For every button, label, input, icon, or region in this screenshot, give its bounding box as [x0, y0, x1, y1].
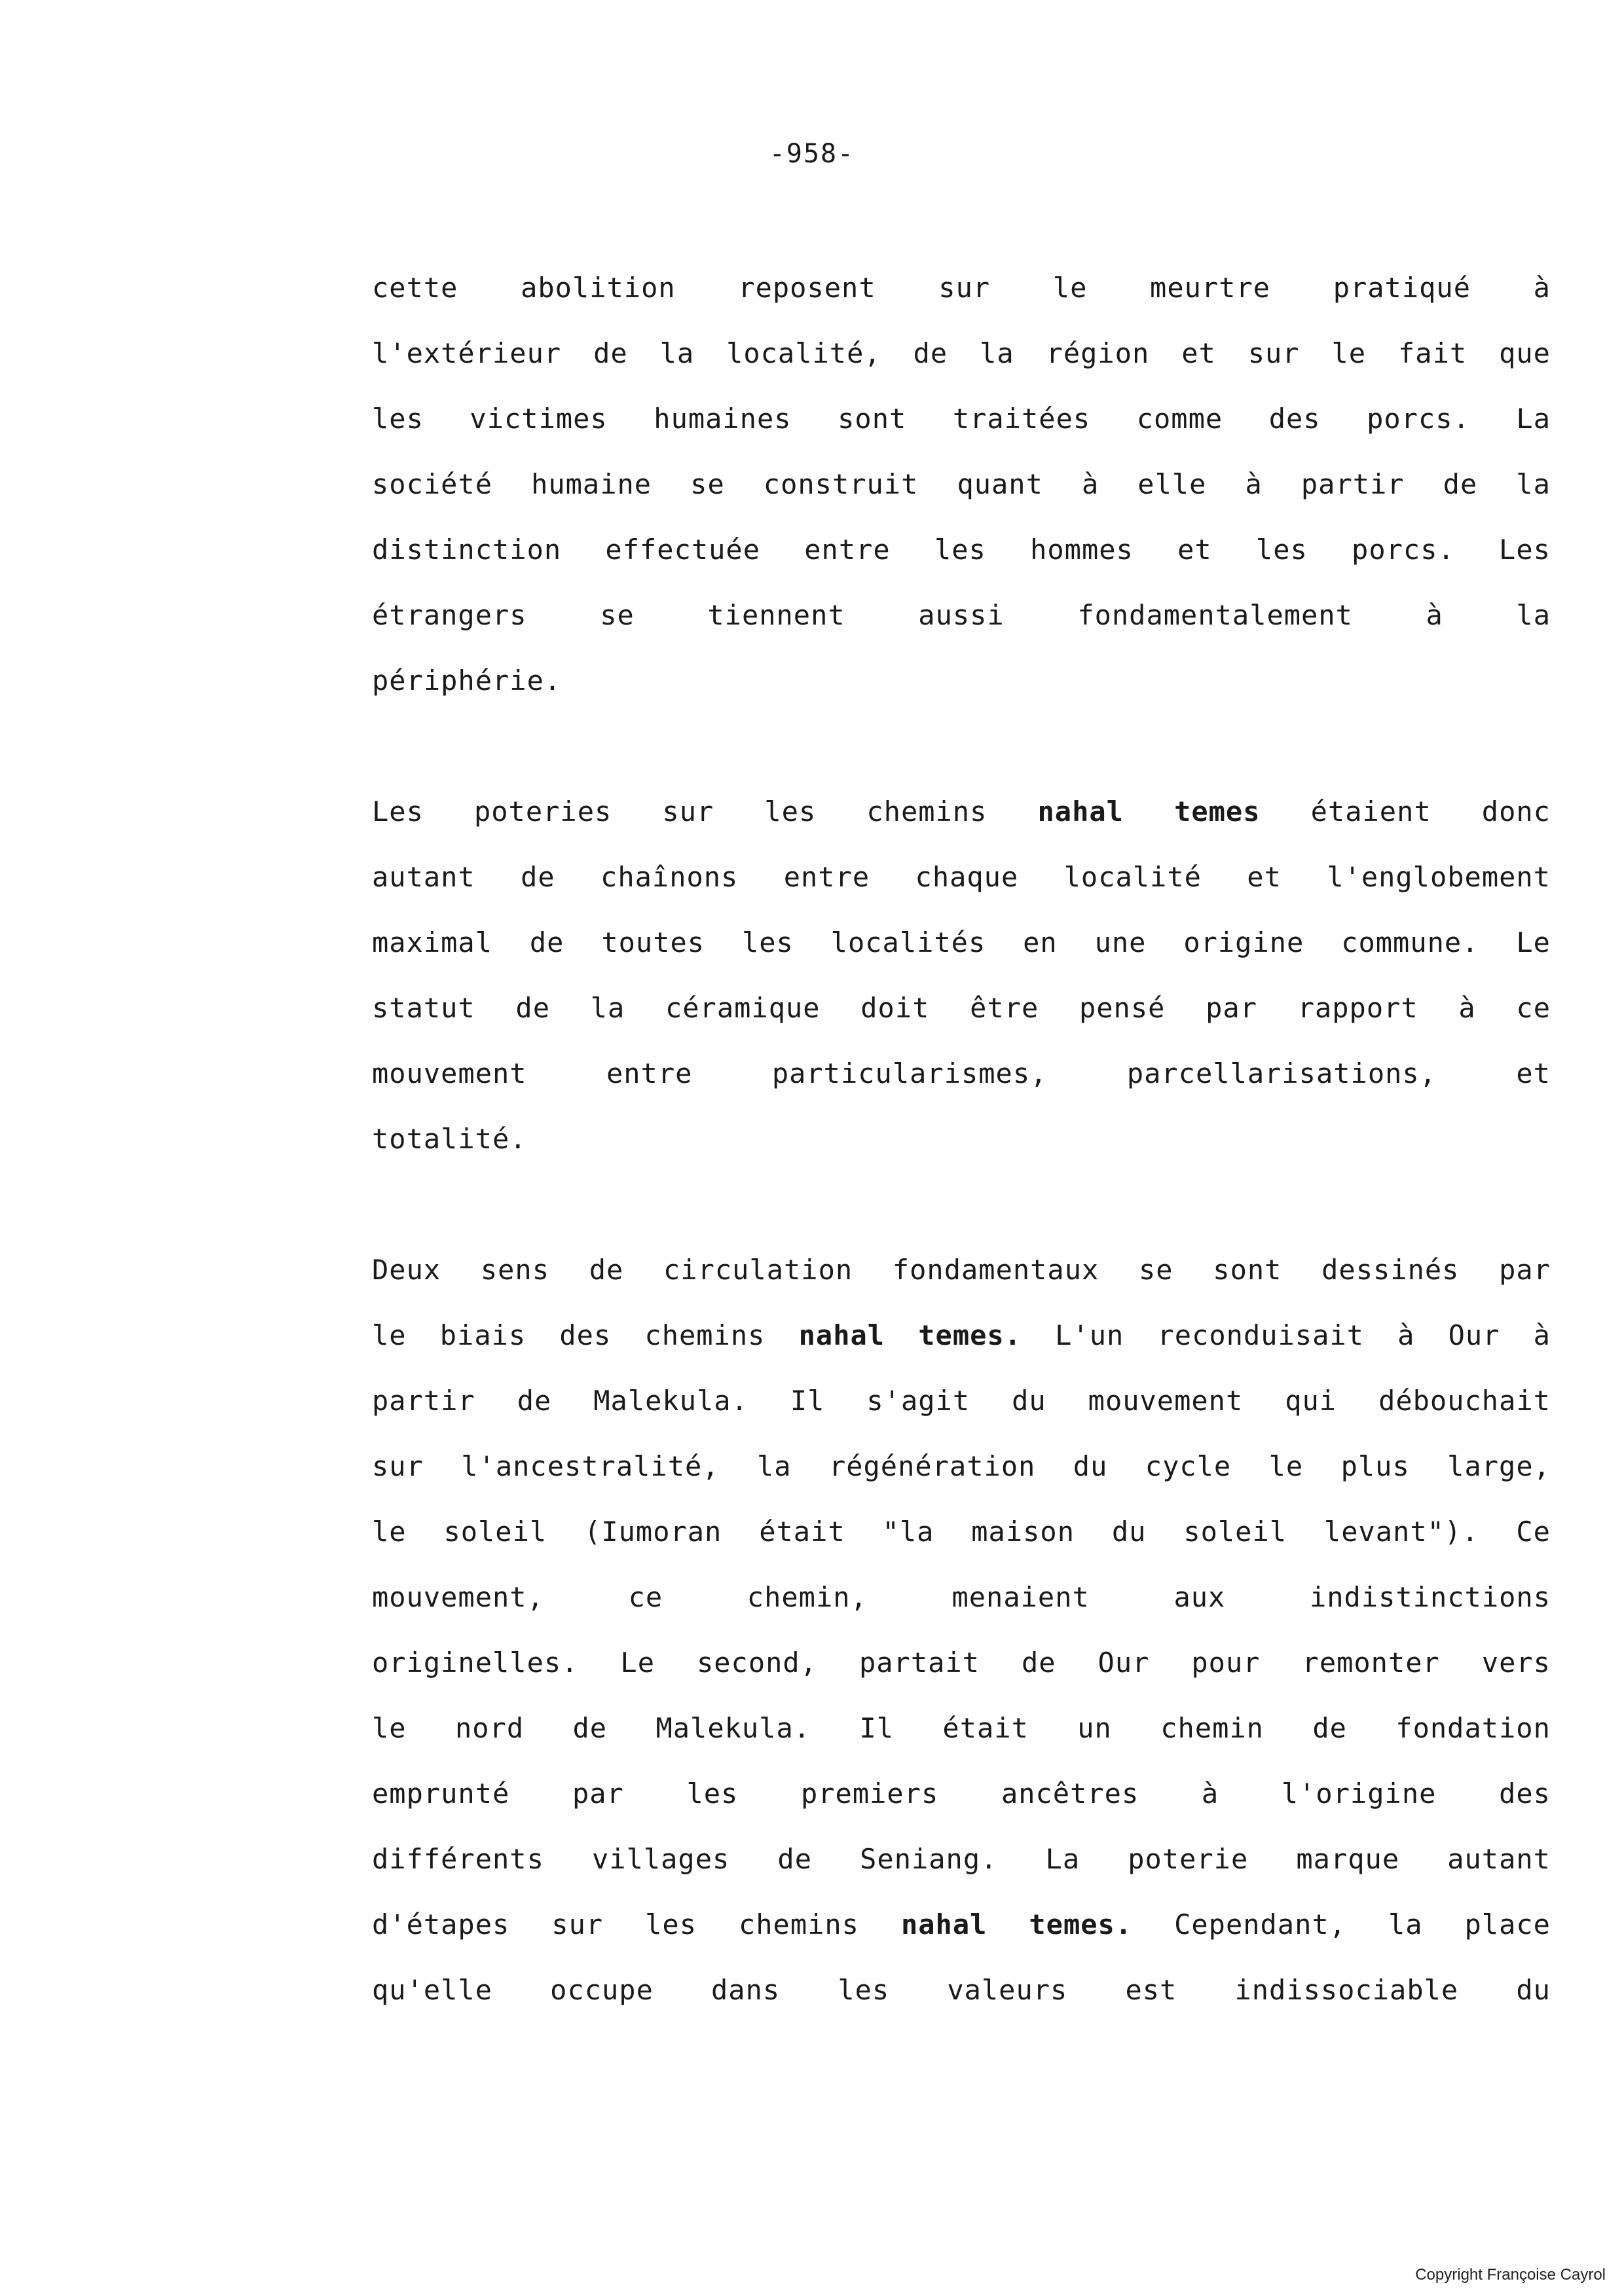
word: victimes [470, 403, 608, 435]
text-line [372, 1565, 1551, 1630]
word: que [1499, 337, 1551, 369]
word: doit [860, 992, 930, 1024]
word: fondamentalement [1077, 599, 1353, 631]
word: à [1458, 992, 1476, 1024]
word: Seniang. [860, 1843, 998, 1875]
word: emprunté [372, 1777, 510, 1810]
word: partir [1301, 468, 1405, 500]
word: mouvement, [372, 1581, 544, 1613]
word: à [1245, 468, 1263, 500]
word: humaine [531, 468, 652, 500]
bold-term: temes. [918, 1319, 1022, 1351]
paragraph-1 [372, 255, 1551, 714]
bold-term: nahal [900, 1908, 987, 1941]
word: toutes [601, 926, 705, 958]
word: fondation [1395, 1712, 1551, 1744]
word: de [1312, 1712, 1347, 1744]
word: chaque [915, 861, 1019, 893]
word: étrangers [372, 599, 527, 631]
word: reconduisait [1157, 1319, 1364, 1351]
word: indissociable [1234, 1974, 1459, 2006]
word: particularismes, [771, 1057, 1048, 1089]
text-line [372, 975, 1551, 1041]
word: large, [1447, 1450, 1551, 1482]
word: sur [551, 1908, 604, 1941]
word: de [529, 926, 564, 958]
word: indistinctions [1309, 1581, 1551, 1613]
word: la [756, 1450, 792, 1482]
word: L'un [1055, 1319, 1124, 1351]
word: abolition [521, 272, 676, 304]
word: pour [1191, 1647, 1261, 1679]
word: Les [1499, 534, 1551, 566]
word: à [1533, 1319, 1551, 1351]
word: la [1516, 468, 1551, 500]
word: l'origine [1281, 1777, 1437, 1810]
word: le [1052, 272, 1088, 304]
text-line [372, 1237, 1551, 1303]
word: ce [628, 1581, 663, 1613]
word: mouvement [1088, 1385, 1244, 1417]
word: commune. [1341, 926, 1479, 958]
text-line [372, 648, 1551, 714]
word: la [980, 337, 1014, 369]
word: fait [1398, 337, 1467, 369]
word: localité, [726, 337, 881, 369]
word: plus [1340, 1450, 1410, 1482]
word: le [372, 1319, 407, 1351]
word: qu'elle [372, 1974, 493, 2006]
word: vers [1481, 1647, 1551, 1679]
word: de [1443, 468, 1478, 500]
word: sont [1213, 1254, 1282, 1286]
word: Malekula. [593, 1385, 748, 1417]
word: poterie [1128, 1843, 1249, 1875]
word: sur [662, 795, 714, 828]
word: marque [1296, 1843, 1400, 1875]
word: La [1045, 1843, 1080, 1875]
word: à [1533, 272, 1551, 304]
word: sens [480, 1254, 550, 1286]
word: les [686, 1777, 739, 1810]
word: et [1177, 534, 1212, 566]
word: Les [372, 795, 424, 828]
word: l'extérieur [372, 337, 562, 369]
word: second, [696, 1647, 817, 1679]
word: cette [372, 272, 458, 304]
word: pensé [1079, 992, 1166, 1024]
word: biais [439, 1319, 526, 1351]
word: la [1388, 1908, 1423, 1941]
word: en [1023, 926, 1058, 958]
word: étaient [1310, 795, 1431, 828]
word: le [372, 1712, 407, 1744]
word: partir [372, 1385, 475, 1417]
page-number: -958- [769, 139, 855, 169]
word: du [1516, 1974, 1551, 2006]
word: était [759, 1516, 845, 1548]
word: sur [1247, 337, 1300, 369]
word: pratiqué [1333, 272, 1471, 304]
word: les [764, 795, 817, 828]
word: des [1268, 403, 1321, 435]
word: localité [1063, 861, 1202, 893]
word: "la [882, 1516, 934, 1548]
word: les [1255, 534, 1308, 566]
word: chemin, [747, 1581, 868, 1613]
word: Our [1448, 1319, 1500, 1351]
word: quant [957, 468, 1043, 500]
word: par [1499, 1254, 1551, 1286]
word: menaient [951, 1581, 1090, 1613]
word: de [589, 1254, 624, 1286]
word: premiers [800, 1777, 939, 1810]
word: construit [763, 468, 919, 500]
text-line [372, 1106, 1551, 1172]
word: sur [938, 272, 991, 304]
word: soleil [443, 1516, 547, 1548]
text-line [372, 1892, 1551, 1958]
word: nord [454, 1712, 525, 1744]
word: fondamentaux [892, 1254, 1099, 1286]
word: de [515, 992, 550, 1024]
word: donc [1481, 795, 1551, 828]
word: Deux [372, 1254, 441, 1286]
word: dessinés [1321, 1254, 1460, 1286]
word: s'agit [866, 1385, 970, 1417]
word: cycle [1145, 1450, 1232, 1482]
word: céramique [665, 992, 821, 1024]
word: est [1125, 1974, 1177, 2006]
word: parcellarisations, [1126, 1057, 1437, 1089]
word: d'étapes [372, 1908, 510, 1941]
word: la [1516, 599, 1551, 631]
word: un [1077, 1712, 1112, 1744]
word: l'englobement [1327, 861, 1551, 893]
word: de [572, 1712, 608, 1744]
word: chemins [738, 1908, 859, 1941]
word: ce [1516, 992, 1551, 1024]
text-line [372, 517, 1551, 583]
word: par [572, 1777, 624, 1810]
word: valeurs [947, 1974, 1068, 2006]
word: traitées [952, 403, 1091, 435]
word: place [1464, 1908, 1551, 1941]
word: de [517, 1385, 552, 1417]
word: maison [971, 1516, 1075, 1548]
word: aux [1173, 1581, 1226, 1613]
word: originelles. [372, 1647, 579, 1679]
word: partait [858, 1647, 980, 1679]
word: des [1499, 1777, 1551, 1810]
word: à [1426, 599, 1443, 631]
word: différents [372, 1843, 544, 1875]
word: de [521, 861, 555, 893]
word: Ce [1516, 1516, 1551, 1548]
word: les [645, 1908, 697, 1941]
word: porcs. [1367, 403, 1470, 435]
text-line [372, 452, 1551, 517]
text-line [372, 1041, 1551, 1106]
text-line [372, 1499, 1551, 1565]
word: soleil [1183, 1516, 1287, 1548]
text-line [372, 1368, 1551, 1434]
word: le [1331, 337, 1367, 369]
word: chemin [1160, 1712, 1264, 1744]
word: villages [592, 1843, 730, 1875]
word: de [1021, 1647, 1056, 1679]
word: se [1139, 1254, 1173, 1286]
word: l'ancestralité, [461, 1450, 720, 1482]
word: totalité. [372, 1123, 527, 1155]
word: les [372, 403, 424, 435]
word: Le [1516, 926, 1551, 958]
word: débouchait [1378, 1385, 1551, 1417]
text-line [372, 386, 1551, 452]
word: chemins [866, 795, 987, 828]
word: du [1073, 1450, 1108, 1482]
word: aussi [918, 599, 1005, 631]
word: chaînons [600, 861, 739, 893]
word: distinction [372, 534, 562, 566]
text-line [372, 1630, 1551, 1696]
word: remonter [1302, 1647, 1440, 1679]
text-line [372, 1303, 1551, 1368]
word: régénération [828, 1450, 1036, 1482]
word: de [593, 337, 628, 369]
word: et [1516, 1057, 1551, 1089]
bold-term: nahal [798, 1319, 885, 1351]
word: Il [790, 1385, 825, 1417]
word: porcs. [1352, 534, 1455, 566]
word: la [590, 992, 625, 1024]
word: à [1397, 1319, 1415, 1351]
word: le [372, 1516, 407, 1548]
word: et [1247, 861, 1282, 893]
word: rapport [1297, 992, 1418, 1024]
word: comme [1136, 403, 1223, 435]
word: des [559, 1319, 612, 1351]
paragraph-2 [372, 779, 1551, 1172]
bold-term: temes. [1029, 1908, 1133, 1941]
copyright-notice: Copyright Françoise Cayrol [1415, 2266, 1606, 2284]
word: circulation [663, 1254, 853, 1286]
word: entre [804, 534, 891, 566]
word: humaines [654, 403, 792, 435]
word: ancêtres [1001, 1777, 1139, 1810]
word: du [1111, 1516, 1147, 1548]
text-line [372, 1958, 1551, 2023]
word: Our [1098, 1647, 1150, 1679]
word: Cependant, [1174, 1908, 1346, 1941]
word: reposent [738, 272, 876, 304]
word: société [372, 468, 493, 500]
text-line [372, 583, 1551, 648]
text-line [372, 321, 1551, 386]
word: périphérie. [372, 665, 562, 697]
word: être [970, 992, 1039, 1024]
word: occupe [550, 1974, 654, 2006]
word: une [1094, 926, 1147, 958]
word: origine [1183, 926, 1304, 958]
word: Malekula. [655, 1712, 811, 1744]
word: sont [838, 403, 907, 435]
text-line [372, 1434, 1551, 1499]
text-line [372, 779, 1551, 845]
text-line [372, 845, 1551, 910]
text-line [372, 1827, 1551, 1892]
word: localités [830, 926, 986, 958]
text-line [372, 910, 1551, 975]
word: du [1012, 1385, 1046, 1417]
bold-term: temes [1174, 795, 1261, 828]
word: Le [620, 1647, 655, 1679]
word: entre [783, 861, 870, 893]
word: le [1268, 1450, 1304, 1482]
word: levant"). [1323, 1516, 1479, 1548]
word: à [1081, 468, 1099, 500]
word: autant [1447, 1843, 1551, 1875]
word: hommes [1030, 534, 1134, 566]
word: par [1206, 992, 1257, 1024]
text-line [372, 1696, 1551, 1761]
word: et [1181, 337, 1216, 369]
word: de [913, 337, 948, 369]
word: de [777, 1843, 812, 1875]
word: statut [372, 992, 475, 1024]
word: dans [711, 1974, 781, 2006]
bold-term: nahal [1037, 795, 1124, 828]
word: effectuée [605, 534, 760, 566]
word: mouvement [372, 1057, 527, 1089]
word: elle [1137, 468, 1207, 500]
word: (Iumoran [584, 1516, 722, 1548]
word: à [1201, 1777, 1219, 1810]
word: les [934, 534, 986, 566]
word: meurtre [1150, 272, 1271, 304]
word: sur [372, 1450, 424, 1482]
text-line [372, 255, 1551, 321]
word: se [600, 599, 635, 631]
word: autant [372, 861, 475, 893]
word: région [1046, 337, 1150, 369]
text-line [372, 1761, 1551, 1827]
word: les [741, 926, 794, 958]
word: Il [859, 1712, 895, 1744]
word: la [659, 337, 695, 369]
word: tiennent [707, 599, 845, 631]
word: poteries [473, 795, 612, 828]
word: les [838, 1974, 890, 2006]
word: chemins [644, 1319, 766, 1351]
word: entre [606, 1057, 693, 1089]
paragraph-3 [372, 1237, 1551, 2023]
word: La [1516, 403, 1551, 435]
word: qui [1285, 1385, 1337, 1417]
word: était [942, 1712, 1029, 1744]
word: se [690, 468, 725, 500]
word: maximal [372, 926, 493, 958]
